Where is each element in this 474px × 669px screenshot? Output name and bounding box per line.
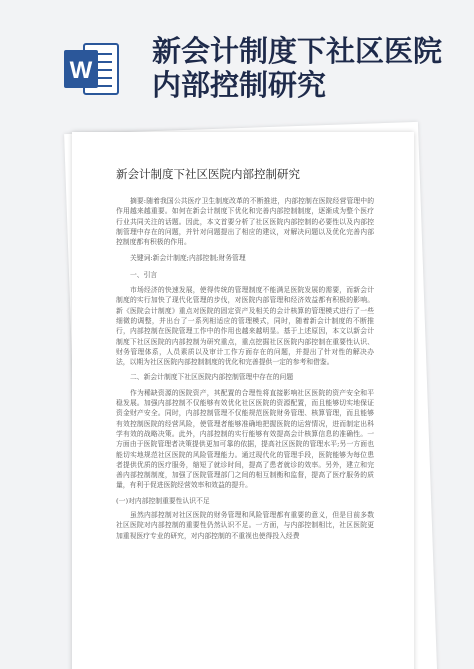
section-heading-intro: 一、引言 [130, 270, 158, 279]
header [0, 0, 474, 120]
title-line-2: 内部控制研究 [152, 68, 327, 102]
intro-paragraph: 市场经济的快速发展，使得传统的管理制度不能满足医院发展的需要，而新会计制度的实行加快了现代化管理的步伐，对医院内部管理和经济效益都有积极的影响。新《医院会计制度》重点对医院的固定资产及相关的会计核算的管理模式进行了一些细微的调整，并出台了一系列相适应的管理模式，同时，随着新会计制度的不断推行，内部控制在医院管理工作中的作用也越来越明显。基于上述原因，本文以新会计制度下社区医院的内部控制为研究重点，重点挖掘社区医院内部控制在重要性认识、财务管理体系，人员素质以及审计工作方面存在的问题，并提出了针对性的解决办法，以期为社区医院内部控制制度的优化和完善提供一定的参考和借鉴。 [116, 286, 374, 367]
word-icon-letter: W [69, 57, 93, 84]
document-body [116, 196, 374, 541]
page-title [152, 34, 462, 102]
abstract-paragraph: 摘要:随着我国公共医疗卫生制度改革的不断推进，内部控制在医院经营管理中的作用越来越重要。如何在新会计制度下优化和完善内部控制制度，逐渐成为整个医疗行业共同关注的话题。因此，本文首要分析了社区医院内部控制的必要性以及内部控制管理中存在的问题，并针对问题提出了相应的建议，对解决问题以及优化完善内部控制度都有积极的作用。 [116, 197, 374, 247]
subsection-heading-awareness: (一)对内部控制重要性认识不足 [116, 496, 210, 505]
title-line-1: 新会计制度下社区医院 [152, 34, 443, 68]
keywords-line: 关键词:新会计制度;内部控制;财务管理 [130, 254, 246, 263]
document-page[interactable] [72, 132, 414, 669]
document-preview [0, 118, 474, 669]
awareness-paragraph: 虽然内部控制对社区医院的财务管理和风险管理都有重要的意义，但是目前多数社区医院对内部控制的重要性仍然认识不足。一方面，与内部控制相比，社区医院更加重视医疗专业的研究，对内部控制的不重视也使得投入经费 [116, 511, 374, 540]
problems-paragraph: 作为稀缺资源的医院资产，其配置的合理性将直接影响社区医院的资产安全和平稳发展。加强内部控制不仅能够有效优化社区医院的资源配置，而且能够切实地保证资金财产安全。同时，内部控制管理不仅能规范医院财务管理、核算管理，而且能够有效控制医院的经营风险，使管理者能够准确地把握医院的运营情况，进而制定出科学有效的战略决策。此外，内部控制的实行能够有效提高会计核算信息的准确性。一方面由于医院管理者决策提供更加可靠的依据，提高社区医院的管理水平;另一方面也能切实地规范社区医院的风险管理能力。通过现代化的管理手段，医院能够为每位患者提供优质的医疗服务，缩短了就诊时间，提高了患者就诊的效率。另外，建立和完善内部控制制度，加强了医院管理部门之间的相互制衡和监督，提高了医疗服务的质量，有利于促进医院经营效率和效益的提升。 [116, 388, 374, 490]
document-title: 新会计制度下社区医院内部控制研究 [116, 167, 300, 181]
section-heading-problems: 二、新会计制度下社区医院内部控制管理中存在的问题 [130, 373, 294, 382]
word-document-icon [64, 40, 120, 98]
